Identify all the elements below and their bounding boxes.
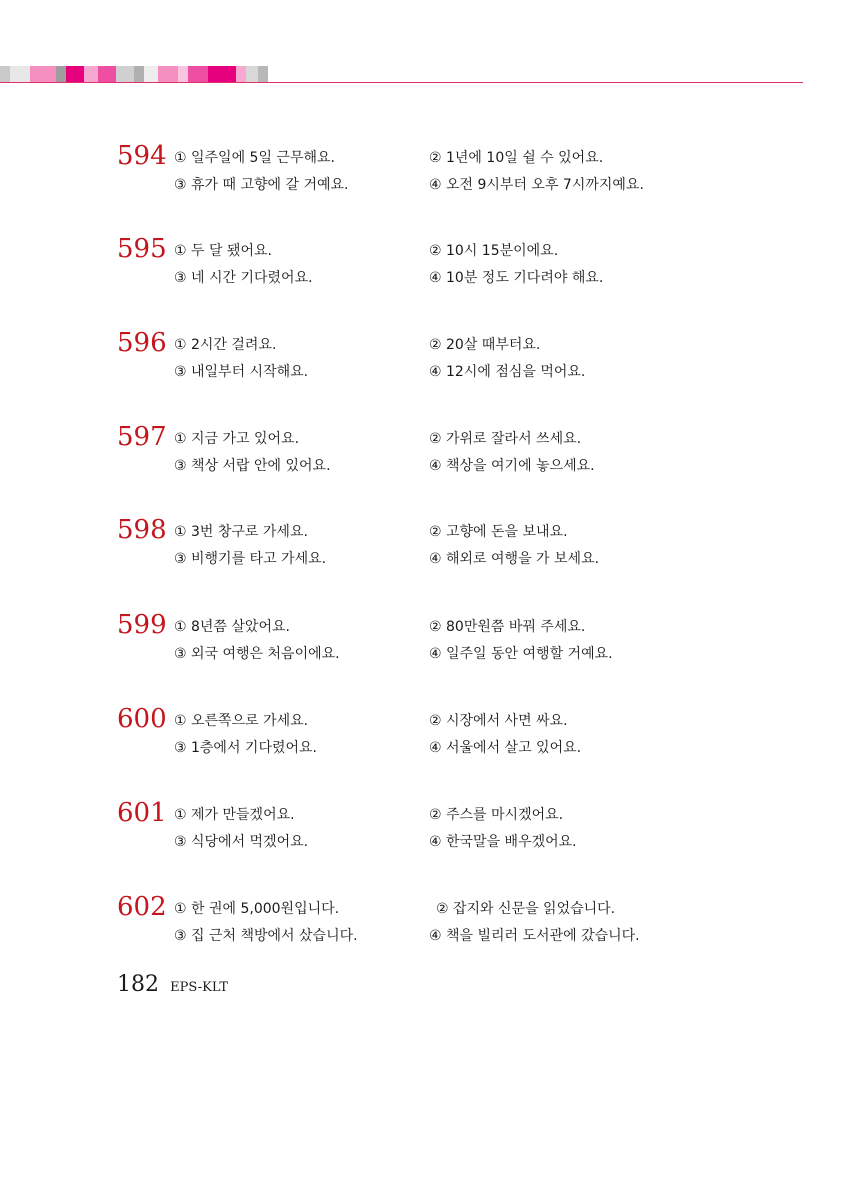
option-3: ③ 식당에서 먹겠어요. [174,834,309,850]
question-595 [0,234,851,302]
option-4: ④ 한국말을 배우겠어요. [429,834,577,850]
question-599 [0,610,851,678]
option-1: ① 8년쯤 살았어요. [174,619,290,635]
option-3: ③ 외국 여행은 처음이에요. [174,646,340,662]
option-2: ② 주스를 마시겠어요. [429,807,564,823]
option-2: ② 시장에서 사면 싸요. [429,713,568,729]
option-1: ① 두 달 됐어요. [174,243,272,259]
option-1: ① 오른쪽으로 가세요. [174,713,309,729]
question-596 [0,328,851,396]
question-number: 595 [117,234,167,264]
book-title: EPS-KLT [170,980,229,995]
question-number: 600 [117,704,167,734]
option-4: ④ 12시에 점심을 먹어요. [429,364,586,380]
question-number: 597 [117,422,167,452]
option-3: ③ 책상 서랍 안에 있어요. [174,458,331,474]
question-602 [0,892,851,960]
question-number: 596 [117,328,167,358]
option-3: ③ 비행기를 타고 가세요. [174,551,327,567]
option-1: ① 3번 창구로 가세요. [174,524,308,540]
option-1: ① 제가 만들겠어요. [174,807,295,823]
option-2: ② 고향에 돈을 보내요. [429,524,568,540]
option-3: ③ 내일부터 시작해요. [174,364,309,380]
option-2: ② 잡지와 신문을 읽었습니다. [436,901,616,917]
option-1: ① 일주일에 5일 근무해요. [174,150,335,166]
question-600 [0,704,851,772]
option-4: ④ 해외로 여행을 가 보세요. [429,551,600,567]
option-1: ① 2시간 걸려요. [174,337,277,353]
option-2: ② 가위로 잘라서 쓰세요. [429,431,582,447]
option-2: ② 20살 때부터요. [429,337,541,353]
question-number: 598 [117,515,167,545]
option-4: ④ 오전 9시부터 오후 7시까지예요. [429,177,644,193]
option-3: ③ 휴가 때 고향에 갈 거예요. [174,177,349,193]
question-601 [0,798,851,866]
option-4: ④ 책상을 여기에 놓으세요. [429,458,595,474]
question-number: 601 [117,798,167,828]
option-1: ① 지금 가고 있어요. [174,431,300,447]
option-3: ③ 1층에서 기다렸어요. [174,740,318,756]
option-2: ② 10시 15분이에요. [429,243,559,259]
page-footer [117,972,228,1002]
option-3: ③ 네 시간 기다렸어요. [174,270,313,286]
option-4: ④ 일주일 동안 여행할 거예요. [429,646,613,662]
option-2: ② 80만원쯤 바꿔 주세요. [429,619,586,635]
page-number: 182 [117,972,159,997]
question-594 [0,141,851,209]
option-3: ③ 집 근처 책방에서 샀습니다. [174,928,358,944]
header-decoration-bar [0,66,803,82]
option-4: ④ 서울에서 살고 있어요. [429,740,582,756]
option-1: ① 한 권에 5,000원입니다. [174,901,340,917]
question-597 [0,422,851,490]
question-number: 602 [117,892,167,922]
header-rule-line [0,82,803,83]
question-number: 594 [117,141,167,171]
question-598 [0,515,851,583]
option-4: ④ 10분 정도 기다려야 해요. [429,270,604,286]
question-number: 599 [117,610,167,640]
option-4: ④ 책을 빌리러 도서관에 갔습니다. [429,928,640,944]
option-2: ② 1년에 10일 쉴 수 있어요. [429,150,604,166]
